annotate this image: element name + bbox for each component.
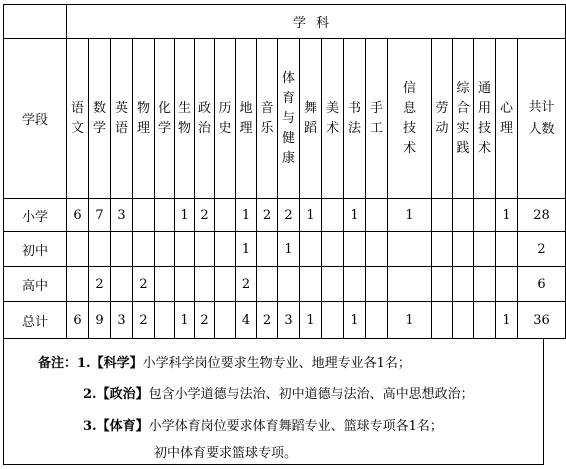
subject-header: 音乐 xyxy=(257,39,278,199)
count-cell xyxy=(344,267,366,302)
count-cell: 1 xyxy=(300,302,322,339)
count-cell xyxy=(133,199,155,232)
note-continuation: 初中体育要求篮球专项。 xyxy=(154,446,298,461)
subject-header: 物理 xyxy=(133,39,155,199)
note-tag: 【科学】 xyxy=(90,356,143,371)
count-cell xyxy=(67,232,89,267)
count-cell xyxy=(155,267,175,302)
count-cell xyxy=(322,199,344,232)
stage-header: 学段 xyxy=(4,39,67,199)
header-subject-row xyxy=(4,39,566,199)
note-text: 小学科学岗位要求生物专业、地理专业各1名； xyxy=(142,356,411,371)
count-cell xyxy=(322,232,344,267)
note-line-1 xyxy=(38,352,411,371)
count-cell xyxy=(257,267,278,302)
count-cell xyxy=(175,232,195,267)
total-header: 共计人数 xyxy=(518,39,566,199)
subject-header: 通用技术 xyxy=(474,39,496,199)
count-cell: 2 xyxy=(257,199,278,232)
subject-header: 信息技术 xyxy=(388,39,432,199)
count-cell xyxy=(432,199,453,232)
total-cell: 28 xyxy=(518,199,566,232)
count-cell xyxy=(89,232,111,267)
count-cell xyxy=(215,232,236,267)
count-cell xyxy=(155,199,175,232)
count-cell: 4 xyxy=(236,302,257,339)
count-cell xyxy=(496,267,518,302)
count-cell xyxy=(175,267,195,302)
note-text: 小学体育岗位要求体育舞蹈专业、篮球专项各1名； xyxy=(148,419,443,434)
count-cell: 1 xyxy=(175,199,195,232)
subject-group-label: 学科 xyxy=(293,16,340,31)
count-cell: 1 xyxy=(388,199,432,232)
subject-header: 劳动 xyxy=(432,39,453,199)
note-line-4 xyxy=(154,442,297,461)
note-text: 包含小学道德与法治、初中道德与法治、高中思想政治； xyxy=(148,387,474,402)
total-cell: 2 xyxy=(518,232,566,267)
count-cell xyxy=(453,267,474,302)
count-cell xyxy=(366,199,388,232)
count-cell: 1 xyxy=(278,232,300,267)
count-cell xyxy=(300,232,322,267)
count-cell: 3 xyxy=(278,302,300,339)
subject-header: 数学 xyxy=(89,39,111,199)
table-row xyxy=(4,199,566,232)
table-row xyxy=(4,232,566,267)
subject-header: 语文 xyxy=(67,39,89,199)
count-cell xyxy=(388,267,432,302)
stage-cell: 初中 xyxy=(4,232,67,267)
count-cell: 6 xyxy=(67,302,89,339)
count-cell: 1 xyxy=(344,302,366,339)
count-cell xyxy=(155,232,175,267)
count-cell xyxy=(432,302,453,339)
notes-label: 备注： xyxy=(38,356,78,371)
count-cell: 1 xyxy=(496,199,518,232)
subject-header: 地理 xyxy=(236,39,257,199)
subject-header: 书法 xyxy=(344,39,366,199)
count-cell xyxy=(496,232,518,267)
count-cell: 2 xyxy=(133,267,155,302)
count-cell xyxy=(278,267,300,302)
count-cell xyxy=(133,232,155,267)
count-cell xyxy=(215,199,236,232)
subject-group-header xyxy=(67,5,566,39)
subject-header: 舞蹈 xyxy=(300,39,322,199)
count-cell: 2 xyxy=(195,199,215,232)
subject-header: 历史 xyxy=(215,39,236,199)
count-cell xyxy=(322,267,344,302)
subject-header: 心理 xyxy=(496,39,518,199)
count-cell: 2 xyxy=(257,302,278,339)
total-cell: 6 xyxy=(518,267,566,302)
count-cell: 1 xyxy=(496,302,518,339)
count-cell xyxy=(366,267,388,302)
count-cell: 6 xyxy=(67,199,89,232)
note-line-2 xyxy=(83,383,474,402)
count-cell: 2 xyxy=(195,302,215,339)
count-cell xyxy=(432,267,453,302)
stage-cell: 总计 xyxy=(4,302,67,339)
subject-header: 综合实践 xyxy=(453,39,474,199)
subject-header: 政治 xyxy=(195,39,215,199)
count-cell xyxy=(366,232,388,267)
count-cell xyxy=(322,302,344,339)
count-cell xyxy=(474,267,496,302)
count-cell: 2 xyxy=(89,267,111,302)
subject-header: 手工 xyxy=(366,39,388,199)
subject-header: 体育与健康 xyxy=(278,39,300,199)
total-cell: 36 xyxy=(518,302,566,339)
note-number: 2. xyxy=(83,387,97,402)
notes-box xyxy=(3,338,544,465)
count-cell: 1 xyxy=(344,199,366,232)
count-cell xyxy=(155,302,175,339)
note-number: 3. xyxy=(83,419,97,434)
count-cell xyxy=(453,199,474,232)
count-cell: 9 xyxy=(89,302,111,339)
count-cell xyxy=(257,232,278,267)
count-cell xyxy=(453,232,474,267)
header-group-row xyxy=(4,5,566,39)
count-cell xyxy=(474,232,496,267)
count-cell xyxy=(366,302,388,339)
subject-header: 生物 xyxy=(175,39,195,199)
note-line-3 xyxy=(83,415,443,434)
count-cell: 2 xyxy=(278,199,300,232)
count-cell xyxy=(388,232,432,267)
count-cell xyxy=(474,199,496,232)
table-row xyxy=(4,267,566,302)
corner-cell xyxy=(4,5,67,39)
count-cell xyxy=(300,267,322,302)
stage-cell: 高中 xyxy=(4,267,67,302)
count-cell xyxy=(432,232,453,267)
note-tag: 【体育】 xyxy=(96,419,149,434)
count-cell xyxy=(344,232,366,267)
count-cell: 7 xyxy=(89,199,111,232)
count-cell xyxy=(215,302,236,339)
note-tag: 【政治】 xyxy=(96,387,149,402)
count-cell: 2 xyxy=(133,302,155,339)
count-cell: 1 xyxy=(236,232,257,267)
subject-header: 英语 xyxy=(111,39,133,199)
count-cell: 1 xyxy=(236,199,257,232)
count-cell xyxy=(111,232,133,267)
count-cell: 3 xyxy=(111,199,133,232)
stage-cell: 小学 xyxy=(4,199,67,232)
table-row xyxy=(4,302,566,339)
count-cell xyxy=(215,267,236,302)
count-cell xyxy=(67,267,89,302)
count-cell: 1 xyxy=(300,199,322,232)
count-cell: 2 xyxy=(236,267,257,302)
count-cell: 1 xyxy=(388,302,432,339)
subject-header: 化学 xyxy=(155,39,175,199)
count-cell xyxy=(474,302,496,339)
count-cell xyxy=(195,267,215,302)
note-number: 1. xyxy=(77,356,91,371)
subject-header: 美术 xyxy=(322,39,344,199)
count-cell: 3 xyxy=(111,302,133,339)
count-cell: 1 xyxy=(175,302,195,339)
count-cell xyxy=(453,302,474,339)
recruitment-table xyxy=(3,4,566,339)
count-cell xyxy=(111,267,133,302)
count-cell xyxy=(195,232,215,267)
